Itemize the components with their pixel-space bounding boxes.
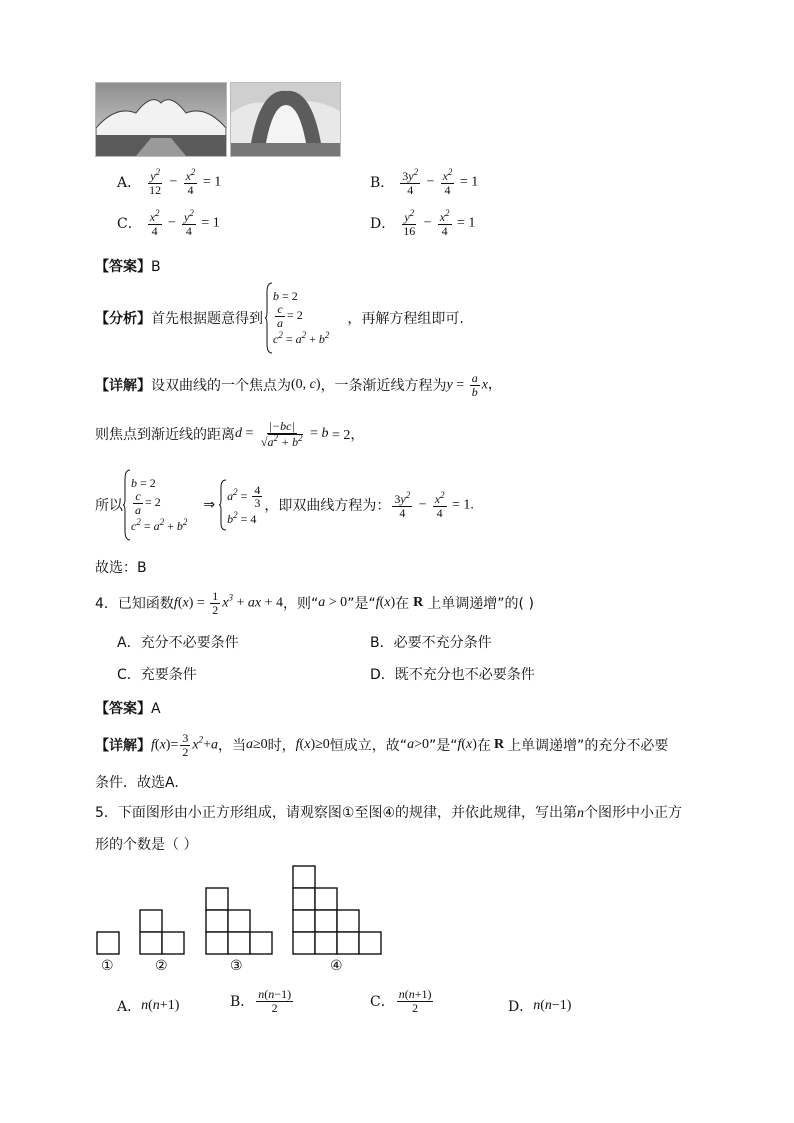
detail-text: 则焦点到渐近线的距离 (95, 427, 235, 444)
square (293, 866, 315, 888)
option-label: C． (370, 994, 395, 1011)
option-label: B． (230, 994, 255, 1011)
option-label: C． (117, 667, 141, 683)
q4-detail (95, 732, 668, 758)
formula: $\frac{3y^2}{4}$ − $\frac{x^2}{4}$ = 1 (402, 167, 479, 197)
q3-analysis (95, 282, 464, 354)
square (293, 888, 315, 910)
square (337, 910, 359, 932)
square (206, 932, 228, 954)
option-text: 必要不充分条件 (393, 635, 492, 651)
q3-conclusion: 故选：B (95, 560, 147, 576)
distance-formula: d = $\frac{|-bc|}{√a^2 + b^2}$ = b = 2， (235, 419, 365, 449)
q5-option-a[interactable] (117, 996, 179, 1016)
q3-answer (95, 256, 161, 276)
figure-label-1: ① (101, 958, 114, 974)
q4-detail-line2: 条件．故选A. (95, 775, 179, 791)
stem-text: 已知函数 (117, 596, 174, 613)
formula: n(n+1) (141, 998, 180, 1013)
detail-tag: 【详解】 (95, 378, 151, 395)
variable-n: n (577, 806, 585, 821)
detail-text: 所以 (95, 498, 123, 514)
q3-detail-line2 (95, 420, 364, 448)
q3-option-d[interactable] (370, 209, 475, 237)
square (315, 910, 337, 932)
stem-text: ”是“ (347, 596, 376, 613)
square (206, 910, 228, 932)
square (293, 932, 315, 954)
detail-text: ”是“ (428, 738, 458, 755)
figure-label-4: ④ (330, 958, 343, 974)
q5-stem-line2: 形的个数是（ ） (95, 837, 198, 853)
answer-value: B (151, 259, 161, 275)
stem-text: 上单调递增”的( ) (427, 596, 534, 613)
option-label: A． (117, 999, 142, 1015)
stem-text: 在 (395, 596, 410, 613)
stem-text: ，则“ (283, 596, 319, 613)
square (97, 932, 119, 954)
q4-option-d[interactable] (370, 664, 535, 684)
detail-text: ，一条渐近线方程为 (320, 378, 447, 395)
analysis-text: 首先根据题意得到 (151, 311, 263, 327)
option-label: C． (117, 216, 142, 233)
equation-system: b = 2 $\frac{c}{a}$ = 2 $c^2 = a^2 + b^2$ (265, 282, 329, 354)
q5-stem-line1 (95, 802, 682, 822)
option-text: 既不充分也不必要条件 (394, 667, 535, 683)
square (140, 910, 162, 932)
hyperbola-formula: $\frac{3y^2}{4}$ − $\frac{x^2}{4}$ = 1. (394, 489, 474, 520)
analysis-after: ，再解方程组即可. (347, 311, 464, 327)
question-number: 4． (95, 596, 118, 613)
q4-stem (95, 590, 534, 616)
option-label: D． (370, 667, 395, 683)
derivative-formula: f(x)= $\frac{3}{2}$ $x^2+a$ (151, 731, 218, 759)
square (250, 932, 272, 954)
square (293, 910, 315, 932)
square (140, 932, 162, 954)
q4-option-a[interactable] (117, 632, 239, 652)
q3-option-b[interactable] (370, 168, 478, 196)
building-photo-left (95, 82, 227, 157)
detail-text: 上单调递增”的充分不必要 (507, 738, 669, 755)
inequality: f(x)≥0 (295, 737, 330, 753)
q3-option-c[interactable] (117, 209, 220, 237)
q4-option-b[interactable] (370, 632, 492, 652)
option-label: D． (508, 999, 534, 1015)
option-label: A． (117, 635, 141, 651)
formula: $\frac{y^2}{16}$ − $\frac{x^2}{4}$ = 1 (403, 208, 476, 238)
q5-option-c[interactable] (370, 988, 435, 1014)
formula: $\frac{x^2}{4}$ − $\frac{y^2}{4}$ = 1 (149, 208, 220, 238)
detail-text: ，当 (217, 738, 246, 755)
formula: $\frac{n(n+1)}{2}$ (398, 987, 432, 1015)
solution-system: $a^2$ = $\frac{4}{3}$ $b^2 = 4$ (219, 479, 264, 531)
square (162, 932, 184, 954)
condition: a > 0 (318, 595, 348, 611)
analysis-tag: 【分析】 (95, 311, 151, 327)
stem-text: 下面图形由小正方形组成，请观察图①至图④的规律，并依此规律，写出第 (117, 805, 578, 821)
reals-symbol: R (493, 737, 505, 753)
square (315, 888, 337, 910)
square (206, 888, 228, 910)
answer-tag: 【答案】 (95, 259, 151, 275)
formula: $\frac{y^2}{12}$ − $\frac{x^2}{4}$ = 1 (149, 167, 222, 197)
q3-option-a[interactable] (117, 168, 221, 196)
focus-point: (0, c) (291, 377, 321, 393)
q3-detail-line1 (95, 372, 502, 398)
figure-label-3: ③ (230, 958, 243, 974)
asymptote-formula: y = $\frac{a}{b}$ x， (446, 371, 502, 399)
function-ref: f(x) (457, 737, 477, 753)
q5-option-b[interactable] (230, 988, 295, 1014)
detail-text: 在 (476, 738, 491, 755)
answer-tag: 【答案】 (95, 701, 151, 717)
option-text: 充要条件 (140, 667, 197, 683)
q3-detail-line3: 所以 b = 2 $\frac{c}{a}$ = 2 $c^2 = a^2 + b^2$ ⇒ $a^2$ = $\frac{4}{3}$ $b^2 = 4$ ，即双曲线方程为： $\frac{3y^2}{4}$ − $\frac{x^2}{4}$ = 1. (95, 469, 474, 541)
answer-value: A (151, 701, 161, 717)
figure-label-2: ② (155, 958, 168, 974)
square (315, 932, 337, 954)
detail-tag: 【详解】 (95, 738, 151, 755)
square (228, 932, 250, 954)
equation-system: b = 2 $\frac{c}{a}$ = 2 $c^2 = a^2 + b^2$ (123, 469, 187, 541)
condition: a≥0 (245, 737, 268, 753)
option-label: A． (117, 175, 142, 192)
square (359, 932, 381, 954)
q5-option-d[interactable] (508, 996, 571, 1016)
stem-text: 个图形中小正方 (584, 805, 683, 821)
square (228, 910, 250, 932)
detail-text: 时， (267, 738, 296, 755)
detail-text: ，即双曲线方程为： (264, 498, 391, 514)
q4-option-c[interactable] (117, 664, 197, 684)
reals-symbol: R (413, 595, 424, 611)
square (337, 932, 359, 954)
building-photo-right (230, 82, 341, 157)
formula: $\frac{n(n-1)}{2}$ (258, 987, 292, 1015)
option-label: B． (370, 175, 395, 192)
condition: a>0 (407, 737, 429, 753)
detail-text: 设双曲线的一个焦点为 (151, 378, 291, 395)
q4-answer (95, 698, 161, 718)
function-formula: f(x) = $\frac{1}{2}$ $x^3$ + ax + 4 (173, 589, 284, 617)
question-number: 5． (95, 805, 118, 821)
detail-text: 恒成立，故“ (329, 738, 408, 755)
formula: n(n−1) (533, 998, 572, 1013)
option-label: D． (370, 216, 396, 233)
function-ref: f(x) (375, 595, 396, 611)
option-text: 充分不必要条件 (140, 635, 239, 651)
option-label: B． (370, 635, 394, 651)
